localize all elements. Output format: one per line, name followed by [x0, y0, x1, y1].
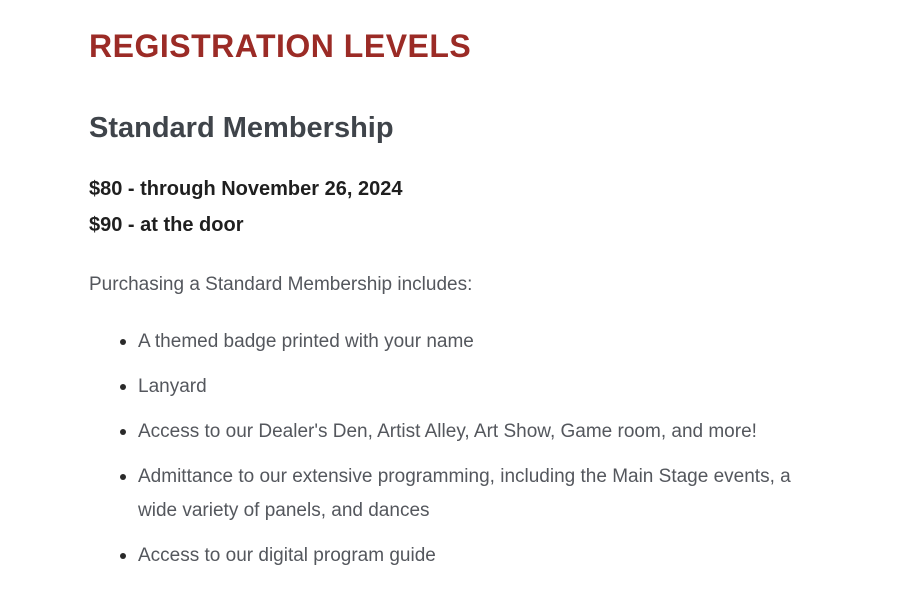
- list-item: [120, 539, 832, 573]
- list-item: [120, 460, 832, 528]
- bullet-icon: [120, 384, 126, 390]
- price-at-door: $90 - at the door: [89, 214, 244, 236]
- includes-list: [89, 325, 852, 573]
- includes-intro: Purchasing a Standard Membership includes:: [89, 274, 473, 295]
- list-item: [120, 415, 832, 449]
- bullet-icon: [120, 339, 126, 345]
- list-item: [120, 370, 832, 404]
- list-item: [120, 325, 832, 359]
- list-item-text: Access to our Dealer's Den, Artist Alley, Art Show, Game room, and more!: [138, 421, 757, 442]
- bullet-icon: [120, 429, 126, 435]
- section-title: REGISTRATION LEVELS: [89, 28, 472, 64]
- list-item-text: Lanyard: [138, 376, 207, 397]
- bullet-icon: [120, 553, 126, 559]
- price-block: [89, 171, 852, 243]
- list-item-text: A themed badge printed with your name: [138, 331, 474, 352]
- list-item-text: Admittance to our extensive programming, including the Main Stage events, a wide variety of panels, and dances: [138, 466, 791, 521]
- list-item-text: Access to our digital program guide: [138, 545, 436, 566]
- membership-title: Standard Membership: [89, 112, 394, 144]
- bullet-icon: [120, 474, 126, 480]
- price-presale: $80 - through November 26, 2024: [89, 178, 403, 200]
